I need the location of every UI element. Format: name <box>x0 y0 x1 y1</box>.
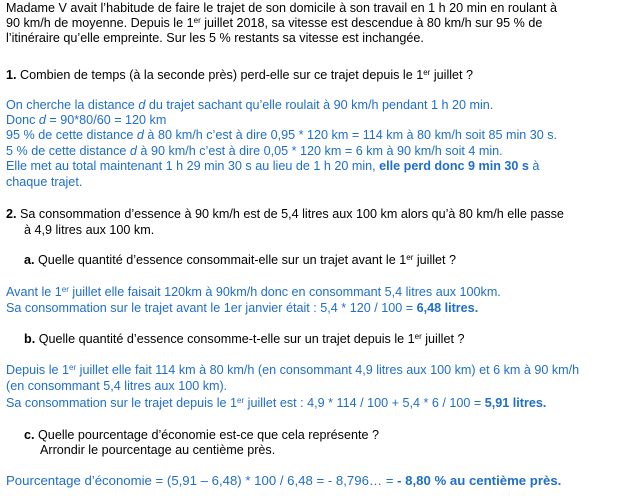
question-2c-line-2: Arrondir le pourcentage au centième près. <box>40 443 276 457</box>
question-2-line-2: à 4,9 litres aux 100 km. <box>24 223 155 237</box>
answer-2b-line-1: Depuis le 1er juillet elle fait 114 km à 80 km/h (en consommant 4,9 litres aux 100 km) et 6 km à 90 km/h <box>6 363 580 377</box>
answer-2b-line-3: Sa consommation sur le trajet depuis le 1er juillet est : 4,9 * 114 / 100 + 5,4 * 6 / 100 = 5,91 litres. <box>6 396 547 410</box>
answer-1-line-6: chaque trajet. <box>6 175 83 189</box>
answer-1-line-3: 95 % de cette distance d à 80 km/h c’est à dire 0,95 * 120 km = 114 km à 80 km/h soit 85 min 30 s. <box>6 128 558 142</box>
answer-1-line-1: On cherche la distance d du trajet sachant qu’elle roulait à 90 km/h pendant 1 h 20 min. <box>6 98 494 112</box>
question-1: 1. Combien de temps (à la seconde près) perd-elle sur ce trajet depuis le 1er juillet ? <box>6 68 474 82</box>
answer-1-line-2: Donc d = 90*80/60 = 120 km <box>6 113 167 127</box>
question-2c-line-1: c. Quelle pourcentage d’économie est-ce que cela représente ? <box>24 428 379 442</box>
intro-line-2: 90 km/h de moyenne. Depuis le 1er juillet 2018, sa vitesse est descendue à 80 km/h sur 95 % de <box>6 16 543 30</box>
intro-line-1: Madame V avait l’habitude de faire le trajet de son domicile à son travail en 1 h 20 min en roulant à <box>6 1 557 15</box>
question-2a: a. Quelle quantité d’essence consommait-elle sur un trajet avant le 1er juillet ? <box>24 253 457 267</box>
answer-2a-line-1: Avant le 1er juillet elle faisait 120km à 90km/h donc en consommant 5,4 litres aux 100km. <box>6 285 501 299</box>
answer-2b-line-2: (en consommant 5,4 litres aux 100 km). <box>6 379 228 393</box>
question-2-line-1: 2. Sa consommation d’essence à 90 km/h est de 5,4 litres aux 100 km alors qu’à 80 km/h elle passe <box>6 207 564 221</box>
answer-2c: Pourcentage d’économie = (5,91 – 6,48) * 100 / 6,48 = - 8,796… = - 8,80 % au centième près. <box>6 473 562 488</box>
question-2b: b. Quelle quantité d’essence consomme-t-elle sur un trajet depuis le 1er juillet ? <box>24 332 465 346</box>
answer-2a-line-2: Sa consommation sur le trajet avant le 1er janvier était : 5,4 * 120 / 100 = 6,48 litres. <box>6 301 479 315</box>
intro-line-3: l’itinéraire qu’elle empreinte. Sur les 5 % restants sa vitesse est inchangée. <box>6 31 424 45</box>
answer-1-line-4: 5 % de cette distance d à 90 km/h c’est à dire 0,05 * 120 km = 6 km à 90 km/h soit 4 min. <box>6 144 503 158</box>
answer-1-line-5: Elle met au total maintenant 1 h 29 min 30 s au lieu de 1 h 20 min, elle perd donc 9 min 30 s à <box>6 159 540 173</box>
